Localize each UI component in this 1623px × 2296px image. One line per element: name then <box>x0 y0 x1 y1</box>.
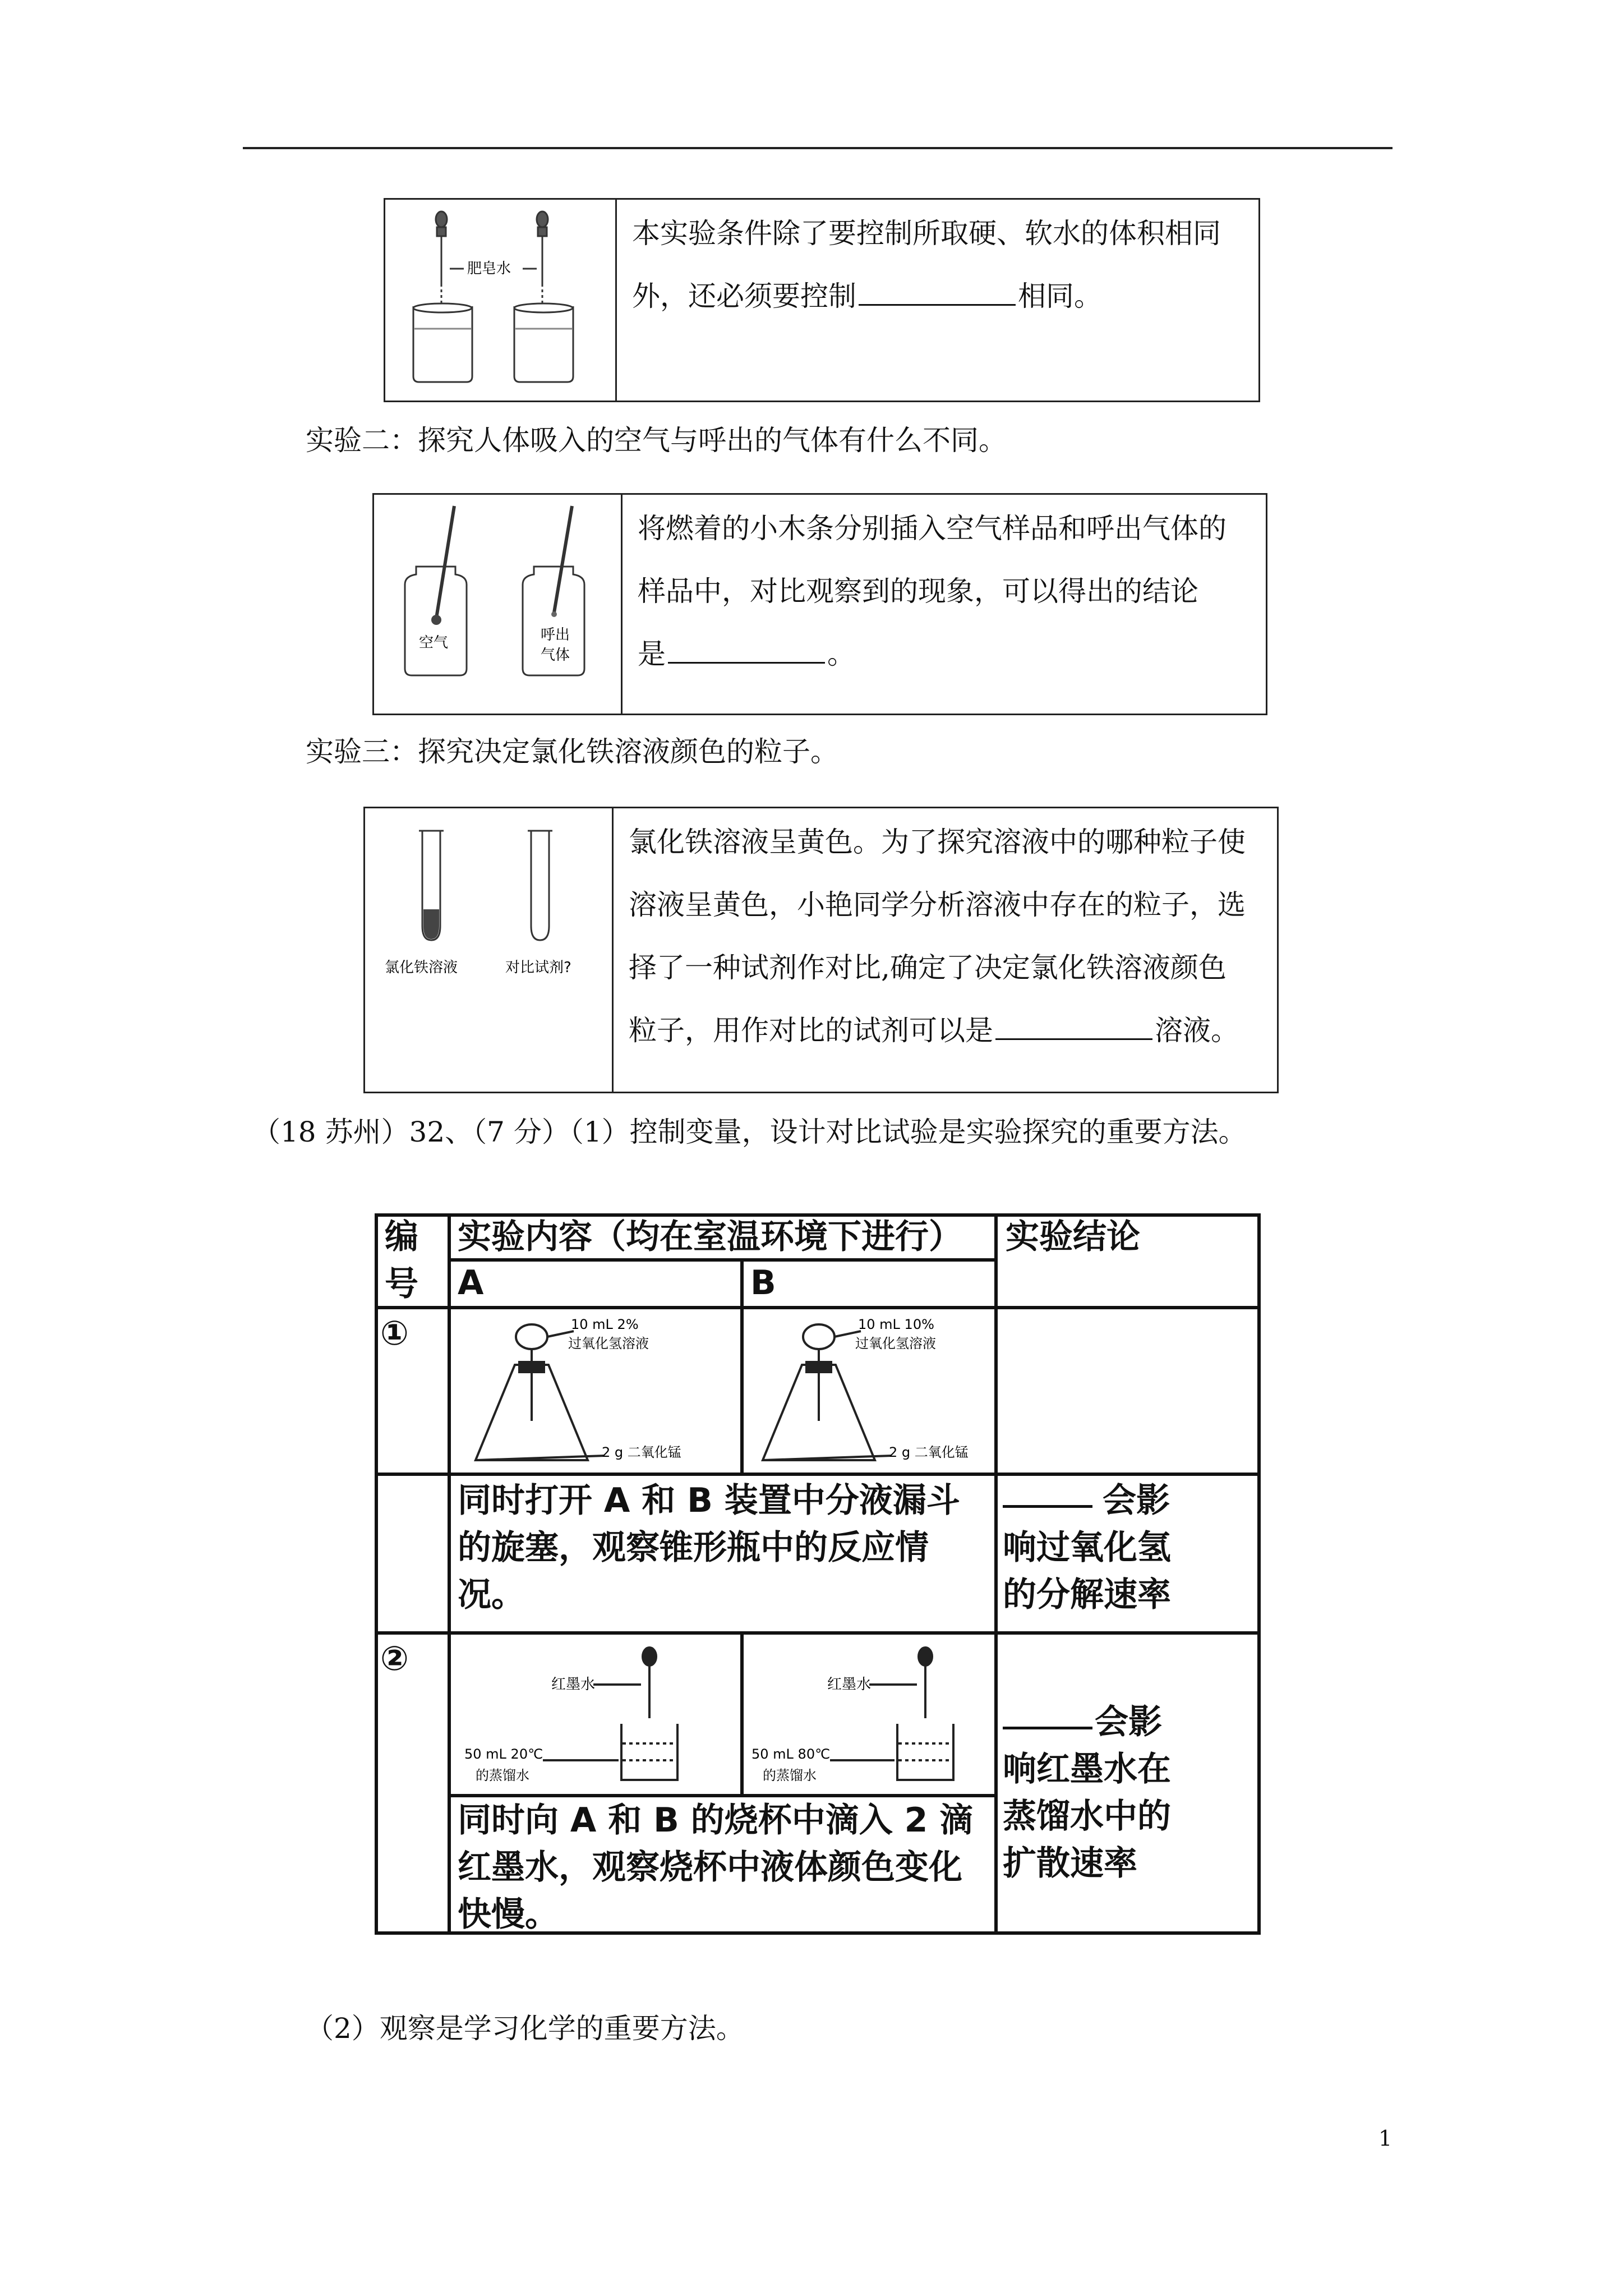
exp3-answer-blank[interactable] <box>995 1037 1152 1040</box>
row2-number: ② <box>380 1639 409 1678</box>
row1-conclusion-line3: 的分解速率 <box>1003 1575 1171 1614</box>
exp3-line4-a: 粒子，用作对比的试剂可以是 <box>629 1014 993 1047</box>
exp3-line1: 氯化铁溶液呈黄色。为了探究溶液中的哪种粒子使 <box>629 826 1246 858</box>
row1-conclusion <box>1003 1477 1255 1618</box>
row1-a-volume: 10 mL 2% <box>571 1317 639 1332</box>
col-id-char1: 编 <box>385 1217 418 1257</box>
row2-b-water-temp: 50 mL 80℃ <box>751 1746 831 1762</box>
exp1-line2 <box>632 265 1249 328</box>
soap-water-dropper-figure <box>396 208 610 393</box>
exp1-line2-b: 相同。 <box>1018 280 1102 312</box>
row2-a-ink-label: 红墨水 <box>551 1676 596 1693</box>
control-variable-table <box>375 1213 1261 1937</box>
exp3-line2: 溶液呈黄色，小艳同学分析溶液中存在的粒子，选 <box>629 889 1246 921</box>
exp2-line3-b: 。 <box>827 638 855 670</box>
exp1-text <box>632 202 1249 328</box>
exp1-box <box>384 198 1260 402</box>
row1-a-catalyst: 2 g 二氧化锰 <box>602 1444 681 1460</box>
test-tubes-figure <box>371 820 612 988</box>
row2-desc-line1: 同时向 A 和 B 的烧杯中滴入 2 滴 <box>458 1801 974 1840</box>
exp3-text <box>629 811 1268 1062</box>
exhaled-label-1: 呼出 <box>541 627 570 643</box>
row2-b-beaker-figure <box>746 1640 993 1792</box>
row1-b-volume: 10 mL 10% <box>858 1317 934 1332</box>
exp1-line2-a: 外，还必须要控制 <box>632 280 856 312</box>
exp2-title: 实验二：探究人体吸入的空气与呼出的气体有什么不同。 <box>306 424 1007 457</box>
ferric-chloride-label: 氯化铁溶液 <box>385 959 458 976</box>
exp3-title: 实验三：探究决定氯化铁溶液颜色的粒子。 <box>306 735 838 768</box>
row2-answer-blank[interactable] <box>1003 1699 1092 1729</box>
row2-desc-line3: 快慢。 <box>458 1895 559 1934</box>
row2-desc-line2: 红墨水，观察烧杯中液体颜色变化 <box>458 1848 962 1887</box>
exhaled-label-2: 气体 <box>541 647 570 664</box>
exp2-line1: 将燃着的小木条分别插入空气样品和呼出气体的 <box>638 512 1227 545</box>
row2-conclusion-line4: 扩散速率 <box>1003 1844 1137 1883</box>
exp2-line3 <box>638 623 1255 685</box>
exp3-line4-b: 溶液。 <box>1155 1014 1239 1047</box>
q32-heading: （18 苏州）32、（7 分）（1）控制变量，设计对比试验是实验探究的重要方法。 <box>252 1116 1247 1148</box>
row1-number: ① <box>380 1314 409 1353</box>
exp1-line1: 本实验条件除了要控制所取硬、软水的体积相同 <box>632 217 1221 250</box>
comparison-reagent-label: 对比试剂? <box>505 959 571 976</box>
row1-a-reagent: 过氧化氢溶液 <box>568 1336 649 1351</box>
row1-desc-line3: 况。 <box>458 1575 525 1614</box>
row1-desc-line2: 的旋塞，观察锥形瓶中的反应情 <box>458 1528 929 1567</box>
row2-conclusion <box>1003 1699 1255 1887</box>
row2-description <box>458 1797 990 1938</box>
exp2-text <box>638 497 1255 685</box>
row2-conclusion-line2: 响红墨水在 <box>1003 1750 1171 1789</box>
row2-conclusion-line1: 会影 <box>1095 1703 1162 1742</box>
row1-conclusion-line2: 响过氧化氢 <box>1003 1528 1171 1567</box>
row2-b-ink-label: 红墨水 <box>827 1676 872 1693</box>
q32-part2: （2）观察是学习化学的重要方法。 <box>306 2012 744 2045</box>
exp2-box <box>372 493 1267 715</box>
exp3-divider <box>612 808 614 1092</box>
col-id-header <box>385 1213 418 1308</box>
row1-conclusion-line1: 会影 <box>1103 1481 1170 1520</box>
sub-header-b: B <box>750 1263 776 1303</box>
exp3-box <box>363 807 1279 1093</box>
exp2-line2: 样品中，对比观察到的现象，可以得出的结论 <box>638 575 1198 608</box>
sub-header-a: A <box>458 1263 484 1303</box>
col-id-char2: 号 <box>385 1264 418 1304</box>
header-rule <box>243 147 1393 149</box>
exp3-line3: 择了一种试剂作对比,确定了决定氯化铁溶液颜色 <box>629 951 1227 984</box>
row1-desc-line1: 同时打开 A 和 B 装置中分液漏斗 <box>458 1481 960 1520</box>
soap-water-label: 肥皂水 <box>467 260 511 277</box>
row2-a-water-label: 的蒸馏水 <box>476 1768 529 1783</box>
burning-splint-bottles-figure <box>382 500 618 708</box>
row1-a-flask-figure <box>453 1309 739 1471</box>
exp2-line3-a: 是 <box>638 638 666 670</box>
row1-answer-blank[interactable] <box>1003 1477 1092 1508</box>
row2-a-water-temp: 50 mL 20℃ <box>464 1746 543 1762</box>
row2-conclusion-line3: 蒸馏水中的 <box>1003 1797 1171 1836</box>
exp2-divider <box>621 495 623 714</box>
exp1-answer-blank[interactable] <box>859 303 1016 306</box>
row1-b-catalyst: 2 g 二氧化锰 <box>889 1444 969 1460</box>
col-conclusion-header: 实验结论 <box>1006 1217 1140 1257</box>
air-label: 空气 <box>419 634 449 651</box>
exp1-divider <box>615 200 617 401</box>
page-number: 1 <box>1378 2126 1393 2151</box>
col-content-header: 实验内容（均在室温环境下进行） <box>458 1217 962 1257</box>
exp3-line4 <box>629 999 1268 1062</box>
row1-b-flask-figure <box>746 1309 993 1471</box>
row2-a-beaker-figure <box>453 1640 739 1792</box>
row2-b-water-label: 的蒸馏水 <box>763 1768 817 1783</box>
row1-b-reagent: 过氧化氢溶液 <box>855 1336 936 1351</box>
exp2-answer-blank[interactable] <box>668 661 825 664</box>
row1-description <box>458 1477 990 1618</box>
